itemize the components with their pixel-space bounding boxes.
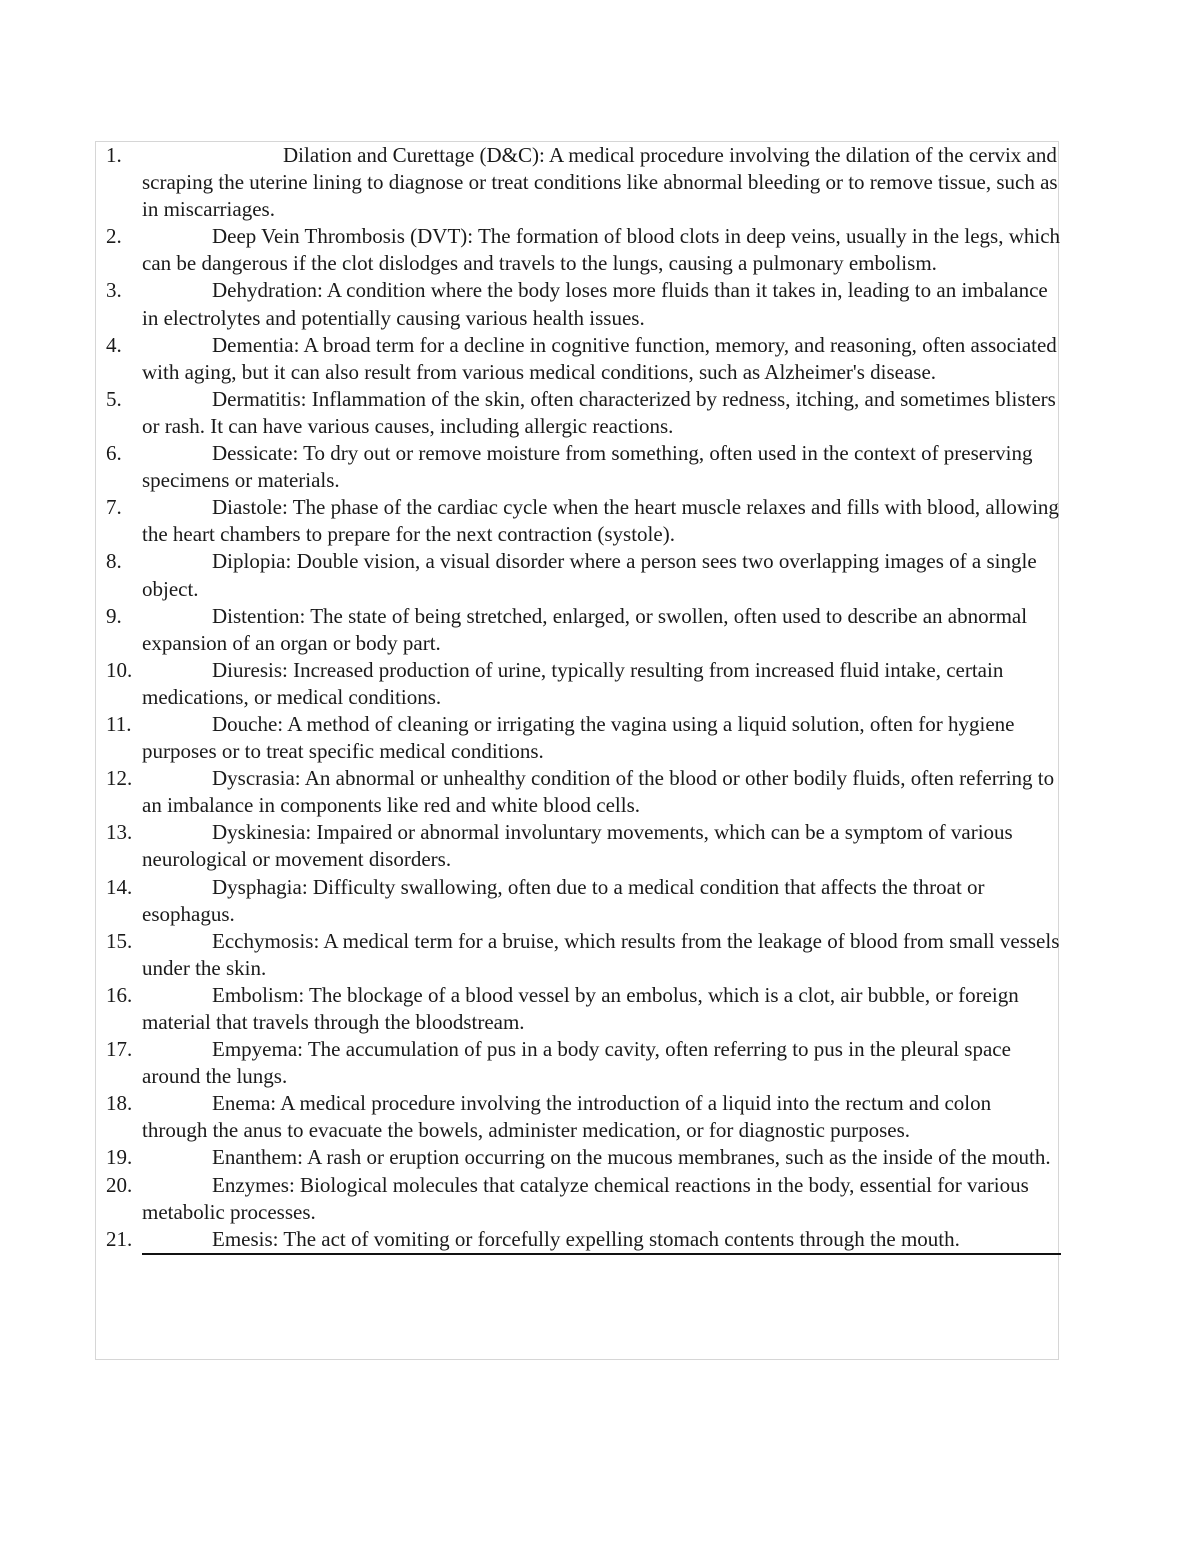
item-text: Douche: A method of cleaning or irrigating the vagina using a liquid solution, often for hygiene purposes or to treat specific medical conditions. (142, 711, 1015, 764)
item-number: 16. (106, 982, 133, 1007)
item-text: Diuresis: Increased production of urine, typically resulting from increased fluid intake, certain medications, or medical conditions. (142, 657, 1004, 709)
list-item (106, 819, 1061, 873)
item-number: 2. (106, 224, 122, 249)
item-number: 6. (106, 441, 122, 466)
item-number: 17. (106, 1037, 133, 1062)
list-item-last (106, 1226, 1061, 1255)
item-text: Empyema: The accumulation of pus in a body cavity, often referring to pus in the pleural space around the lungs. (142, 1037, 1011, 1089)
item-text: Dessicate: To dry out or remove moisture from something, often used in the context of preserving specimens or materials. (142, 441, 1033, 493)
item-number: 1. (106, 143, 122, 167)
list-item (106, 142, 1061, 223)
item-text: Diplopia: Double vision, a visual disorder where a person sees two overlapping images of a single object. (142, 549, 1037, 601)
list-item (106, 1090, 1061, 1144)
list-item (106, 1144, 1061, 1171)
item-text: Dementia: A broad term for a decline in cognitive function, memory, and reasoning, often associated with aging, but it can also result from various medical conditions, such as Alzheimer's disease. (142, 332, 1057, 384)
item-text: Emesis: The act of vomiting or forcefully expelling stomach contents through the mouth. (212, 1226, 960, 1251)
item-number: 14. (106, 874, 133, 899)
definition-list (106, 142, 1061, 1255)
list-item (106, 440, 1061, 494)
item-number: 5. (106, 386, 122, 411)
item-text: Enanthem: A rash or eruption occurring on the mucous membranes, such as the inside of the mouth. (212, 1145, 1051, 1170)
item-number: 19. (106, 1145, 133, 1170)
item-number: 4. (106, 332, 122, 357)
item-number: 11. (106, 711, 132, 736)
list-item (106, 548, 1061, 602)
item-text: Enema: A medical procedure involving the introduction of a liquid into the rectum and colon through the anus to evacuate the bowels, administer medication, or for diagnostic purposes. (142, 1091, 992, 1143)
item-text: Enzymes: Biological molecules that catalyze chemical reactions in the body, essential for various metabolic processes. (142, 1172, 1029, 1224)
list-item (106, 494, 1061, 548)
list-item (106, 711, 1061, 765)
item-number: 15. (106, 928, 133, 953)
item-number: 18. (106, 1091, 133, 1116)
item-text: Diastole: The phase of the cardiac cycle when the heart muscle relaxes and fills with blood, allowing the heart chambers to prepare for the next contraction (systole). (142, 495, 1059, 547)
item-number: 8. (106, 549, 122, 574)
list-item (106, 1172, 1061, 1226)
item-text: Dyscrasia: An abnormal or unhealthy condition of the blood or other bodily fluids, often referring to an imbalance in components like red and white blood cells. (142, 766, 1055, 818)
item-text: Dyskinesia: Impaired or abnormal involuntary movements, which can be a symptom of various neurological or movement disorders. (142, 820, 1013, 872)
list-item (106, 277, 1061, 331)
item-number: 21. (106, 1226, 133, 1251)
list-item (106, 657, 1061, 711)
item-number: 13. (106, 820, 133, 845)
list-item (106, 332, 1061, 386)
item-text: Distention: The state of being stretched, enlarged, or swollen, often used to describe an abnormal expansion of an organ or body part. (142, 603, 1028, 655)
list-item (106, 223, 1061, 277)
list-item (106, 603, 1061, 657)
item-number: 9. (106, 603, 122, 628)
item-number: 3. (106, 278, 122, 303)
item-number: 12. (106, 766, 133, 791)
item-number: 7. (106, 495, 122, 520)
list-item (106, 874, 1061, 928)
list-item (106, 1036, 1061, 1090)
item-text: Dermatitis: Inflammation of the skin, often characterized by redness, itching, and sometimes blisters or rash. It can have various causes, including allergic reactions. (142, 386, 1056, 438)
item-text: Dysphagia: Difficulty swallowing, often due to a medical condition that affects the throat or esophagus. (142, 874, 985, 926)
list-item (106, 928, 1061, 982)
item-number: 20. (106, 1172, 133, 1197)
item-text: Embolism: The blockage of a blood vessel by an embolus, which is a clot, air bubble, or foreign material that travels through the bloodstream. (142, 982, 1019, 1034)
item-text: Dilation and Curettage (D&C): A medical procedure involving the dilation of the cervix and scraping the uterine lining to diagnose or treat conditions like abnormal bleeding or to remove tissue, such as in miscarriages. (142, 143, 1058, 222)
list-item (106, 765, 1061, 819)
item-number: 10. (106, 657, 133, 682)
item-text: Ecchymosis: A medical term for a bruise, which results from the leakage of blood from small vessels under the skin. (142, 928, 1060, 980)
item-text: Dehydration: A condition where the body loses more fluids than it takes in, leading to an imbalance in electrolytes and potentially causing various health issues. (142, 278, 1048, 330)
list-item (106, 982, 1061, 1036)
item-text: Deep Vein Thrombosis (DVT): The formation of blood clots in deep veins, usually in the legs, which can be dangerous if the clot dislodges and travels to the lungs, causing a pulmonary embolism. (142, 224, 1061, 276)
list-item (106, 386, 1061, 440)
